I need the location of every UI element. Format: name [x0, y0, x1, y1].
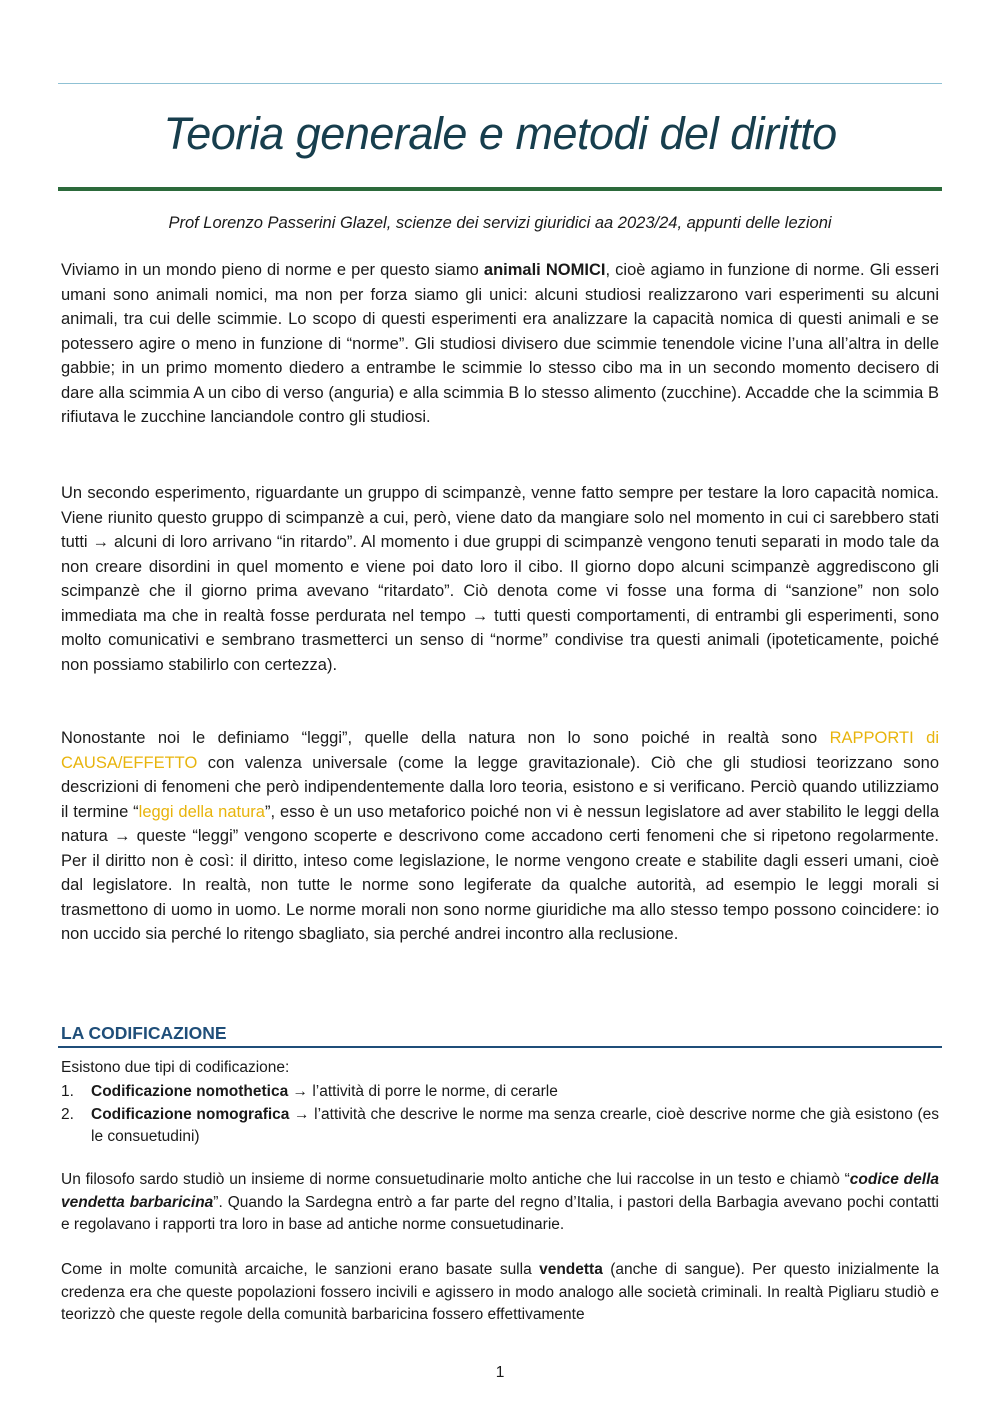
paragraph-5: Come in molte comunità arcaiche, le sanzioni erano basate sulla vendetta (anche di sangue). Per questo inizialmente la credenza era che queste popolazioni fossero incivili e agissero in modo analogo alle società criminali. In realtà Pigliaru studiò e teorizzò che queste regole della comunità barbaricina fossero effettivamente — [61, 1261, 939, 1323]
bold-term: animali NOMICI — [483, 261, 606, 279]
page-number: 1 — [495, 1364, 505, 1381]
list-item: 1. Codificazione nomothetica → l’attività di porre le norme, di cerarle — [61, 1083, 558, 1100]
subtitle: Prof Lorenzo Passerini Glazel, scienze dei servizi giuridici aa 2023/24, appunti delle lezioni — [168, 214, 832, 232]
paragraph-4: Un filosofo sardo studiò un insieme di norme consuetudinarie molto antiche che lui raccolse in un testo e chiamò “codice della vendetta barbaricina”. Quando la Sardegna entrò a far parte del regno d’Italia, i pastori della Barbagia avevano pochi contatti e regolavano i rapporti tra loro in base ad antiche norme consuetudinarie. — [61, 1171, 939, 1233]
highlighted-term: leggi della natura — [138, 802, 265, 821]
bold-term: vendetta — [539, 1261, 603, 1278]
list-item: 2. Codificazione nomografica → l’attività che descrive le norme ma senza crearle, cioè descrive norme che già esistono (es le consuetudini) — [61, 1105, 939, 1145]
highlighted-term: RAPPORTI di CAUSA/EFFETTO — [61, 729, 939, 772]
bold-italic-term: codice della vendetta barbaricina — [61, 1171, 939, 1211]
section-divider — [58, 1046, 942, 1048]
page-title: Teoria generale e metodi del diritto — [163, 108, 837, 159]
list-intro: Esistono due tipi di codificazione: — [61, 1059, 290, 1076]
paragraph-2: Un secondo esperimento, riguardante un gruppo di scimpanzè, venne fatto sempre per testare la loro capacità nomica. Viene riunito questo gruppo di scimpanzè a cui, però, viene dato da mangiare solo nel momento in cui ci sarebbero stati tutti → alcuni di loro arrivano “in ritardo”. Al momento i due gruppi di scimpanzè vengono tenuti separati in modo tale da non creare disordini in quel momento e viene poi dato loro il cibo. Il giorno dopo alcuni scimpanzè aggrediscono gli scimpanzè che il giorno prima avevano “ritardato”. Ciò denota come vi fosse una forma di “sanzione” non solo immediata ma che in realtà fosse perdurata nel tempo → tutti questi comportamenti, di entrambi gli esperimenti, sono molto comunicativi e sembrano trasmetterci un senso di “norme” condivise tra questi animali (ipoteticamente, poiché non possiamo stabilirlo con certezza). — [61, 484, 939, 674]
title-underline — [58, 187, 942, 191]
top-divider — [58, 83, 942, 84]
paragraph-3: Nonostante noi le definiamo “leggi”, quelle della natura non lo sono poiché in realtà sono RAPPORTI di CAUSA/EFFETTO con valenza universale (come la legge gravitazionale). Ciò che gli studiosi teorizzano sono descrizioni di fenomeni che però indipendentemente dalla loro teoria, esistono e si verificano. Perciò quando utilizziamo il termine “leggi della natura”, esso è un uso metaforico poiché non vi è nessun legislatore ad aver stabilito le leggi della natura → queste “leggi” vengono scoperte e descrivono come accadono certi fenomeni che si ripetono regolarmente. Per il diritto non è così: il diritto, inteso come legislazione, le norme vengono create e stabilite dagli esseri umani, cioè dal legislatore. In realtà, non tutte le norme sono legiferate da qualche autorità, ad esempio le leggi morali si trasmettono di uomo in uomo. Le norme morali non sono norme giuridiche ma allo stesso tempo possono coincidere: io non uccido sia perché lo ritengo sbagliato, sia perché andrei incontro alla reclusione. — [61, 729, 939, 943]
codification-list — [61, 1081, 939, 1149]
section-heading: LA CODIFICAZIONE — [61, 1023, 227, 1043]
paragraph-1: Viviamo in un mondo pieno di norme e per questo siamo animali NOMICI, cioè agiamo in funzione di norme. Gli esseri umani sono animali nomici, ma non per forza siamo gli unici: alcuni studiosi realizzarono vari esperimenti su alcuni animali, tra cui delle scimmie. Lo scopo di questi esperimenti era analizzare la capacità nomica di questi animali e se potessero agire o meno in funzione di “norme”. Gli studiosi divisero due scimmie tenendole vicine l’una all’altra in delle gabbie; in un primo momento diedero a entrambe le scimmie lo stesso cibo ma in un secondo momento decisero di dare alla scimmia A un cibo di verso (anguria) e alla scimmia B lo stesso alimento (zucchine). Accadde che la scimmia B rifiutava le zucchine lanciandole contro gli studiosi. — [61, 261, 939, 426]
